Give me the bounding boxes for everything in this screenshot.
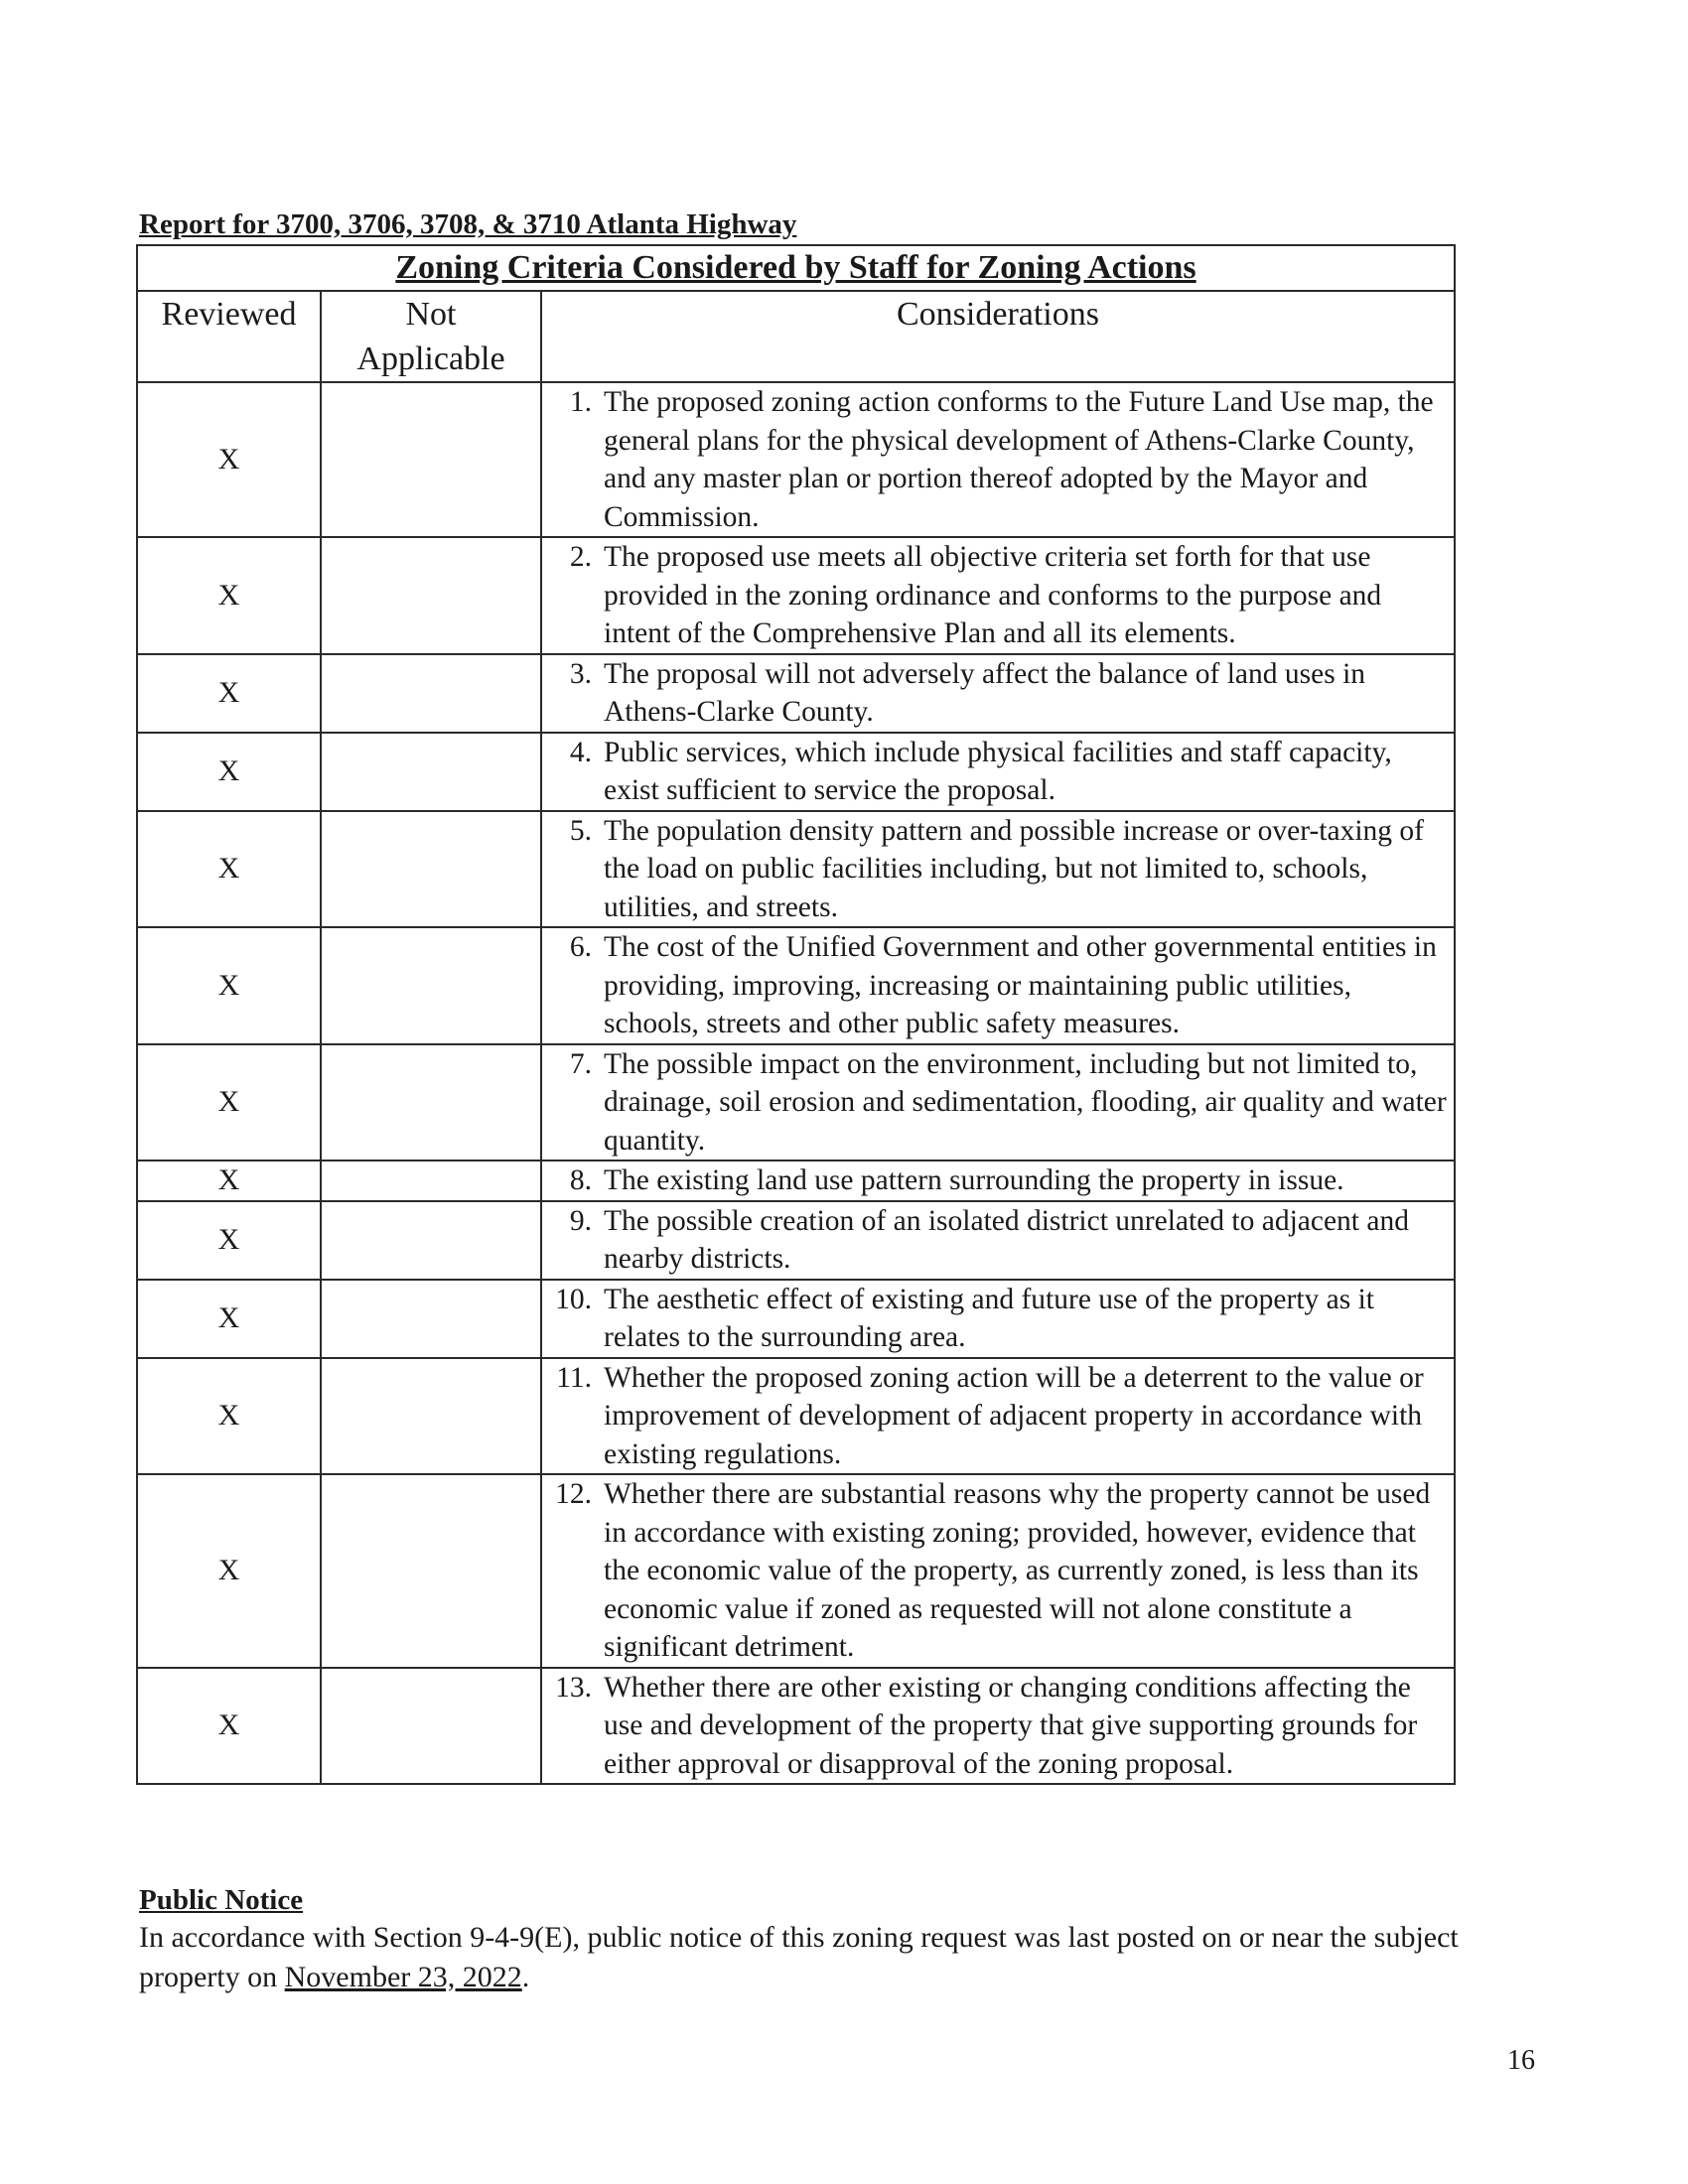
consideration-cell [541, 1358, 1455, 1475]
consideration-number: 8. [569, 1164, 592, 1196]
public-notice-text: In accordance with Section 9-4-9(E), public notice of this zoning request was last posted on or near the subject property on [139, 1921, 1459, 1993]
consideration-text: Whether there are substantial reasons why the property cannot be used in accordance with existing zoning; provided, however, evidence that the economic value of the property, as currently zoned, is less than its economic value if zoned as requested will not alone constitute a significant detriment. [604, 1478, 1431, 1663]
consideration-text: The proposed zoning action conforms to the Future Land Use map, the general plans for the physical development of Athens-Clarke County, and any master plan or portion thereof adopted by the Mayor and Commission. [604, 386, 1434, 533]
not-applicable-cell [321, 1201, 541, 1280]
not-applicable-cell [321, 811, 541, 928]
consideration-text: The existing land use pattern surrounding the property in issue. [604, 1164, 1344, 1196]
consideration-text: The possible creation of an isolated district unrelated to adjacent and nearby districts. [604, 1204, 1409, 1275]
table-row [137, 1358, 1455, 1475]
header-not-applicable: Not Applicable [321, 291, 541, 382]
consideration-cell [541, 537, 1455, 654]
reviewed-mark: X [137, 1668, 321, 1785]
not-applicable-cell [321, 1474, 541, 1668]
consideration-number: 7. [569, 1047, 592, 1080]
table-row [137, 654, 1455, 733]
table-row [137, 1280, 1455, 1358]
table-caption: Zoning Criteria Considered by Staff for Zoning Actions [137, 245, 1455, 291]
consideration-cell [541, 1668, 1455, 1785]
not-applicable-cell [321, 1358, 541, 1475]
table-row [137, 1160, 1455, 1201]
table-row [137, 1474, 1455, 1668]
public-notice-date: November 23, 2022 [284, 1961, 522, 1993]
public-notice-heading: Public Notice [139, 1884, 304, 1916]
not-applicable-cell [321, 537, 541, 654]
consideration-text: The cost of the Unified Government and other governmental entities in providing, improving, increasing or maintaining public utilities, schools, streets and other public safety measures. [604, 931, 1437, 1039]
table-row [137, 1668, 1455, 1785]
reviewed-mark: X [137, 537, 321, 654]
consideration-text: Public services, which include physical facilities and staff capacity, exist sufficient to service the proposal. [604, 736, 1392, 806]
public-notice-body [139, 1918, 1509, 1997]
table-row [137, 733, 1455, 811]
consideration-cell [541, 654, 1455, 733]
table-row [137, 1201, 1455, 1280]
criteria-rows [137, 382, 1455, 1784]
reviewed-mark: X [137, 811, 321, 928]
reviewed-mark: X [137, 1474, 321, 1668]
public-notice-period: . [521, 1961, 530, 1993]
reviewed-mark: X [137, 1201, 321, 1280]
consideration-text: Whether the proposed zoning action will be a deterrent to the value or improvement of development of adjacent property in accordance with existing regulations. [604, 1361, 1424, 1470]
consideration-number: 1. [569, 386, 592, 418]
reviewed-mark: X [137, 1044, 321, 1161]
table-row [137, 811, 1455, 928]
not-applicable-cell [321, 1044, 541, 1161]
header-reviewed: Reviewed [137, 291, 321, 382]
table-row [137, 537, 1455, 654]
not-applicable-cell [321, 1668, 541, 1785]
not-applicable-cell [321, 1280, 541, 1358]
page-number: 16 [1507, 2045, 1535, 2076]
reviewed-mark: X [137, 1280, 321, 1358]
header-row [137, 291, 1455, 382]
header-considerations: Considerations [541, 291, 1455, 382]
table-row [137, 1044, 1455, 1161]
consideration-cell [541, 382, 1455, 537]
consideration-cell [541, 811, 1455, 928]
consideration-cell [541, 1044, 1455, 1161]
reviewed-mark: X [137, 733, 321, 811]
consideration-number: 9. [569, 1204, 592, 1237]
not-applicable-cell [321, 654, 541, 733]
consideration-text: The possible impact on the environment, including but not limited to, drainage, soil erosion and sedimentation, flooding, air quality and water quantity. [604, 1047, 1447, 1157]
consideration-cell [541, 1201, 1455, 1280]
consideration-text: The proposed use meets all objective criteria set forth for that use provided in the zoning ordinance and conforms to the purpose and intent of the Comprehensive Plan and all its elements. [604, 541, 1382, 649]
not-applicable-cell [321, 1160, 541, 1201]
consideration-text: The population density pattern and possible increase or over-taxing of the load on public facilities including, but not limited to, schools, utilities, and streets. [604, 814, 1424, 923]
consideration-number: 2. [569, 541, 592, 573]
consideration-number: 3. [569, 657, 592, 690]
zoning-criteria-table [136, 244, 1456, 1785]
report-title: Report for 3700, 3706, 3708, & 3710 Atlanta Highway [139, 208, 797, 240]
consideration-cell [541, 1474, 1455, 1668]
consideration-number: 12. [555, 1478, 592, 1510]
consideration-cell [541, 927, 1455, 1044]
consideration-text: The proposal will not adversely affect the balance of land uses in Athens-Clarke County. [604, 657, 1366, 728]
consideration-text: The aesthetic effect of existing and future use of the property as it relates to the surrounding area. [604, 1283, 1375, 1353]
reviewed-mark: X [137, 1358, 321, 1475]
consideration-number: 5. [569, 814, 592, 847]
consideration-number: 6. [569, 931, 592, 963]
consideration-cell [541, 1160, 1455, 1201]
table-row [137, 382, 1455, 537]
reviewed-mark: X [137, 927, 321, 1044]
reviewed-mark: X [137, 654, 321, 733]
reviewed-mark: X [137, 1160, 321, 1201]
not-applicable-cell [321, 927, 541, 1044]
table-row [137, 927, 1455, 1044]
consideration-text: Whether there are other existing or changing conditions affecting the use and development of the property that give supporting grounds for either approval or disapproval of the zoning proposal. [604, 1671, 1418, 1780]
consideration-cell [541, 1280, 1455, 1358]
not-applicable-cell [321, 382, 541, 537]
consideration-cell [541, 733, 1455, 811]
consideration-number: 10. [555, 1283, 592, 1315]
consideration-number: 13. [555, 1671, 592, 1704]
consideration-number: 11. [556, 1361, 592, 1394]
consideration-number: 4. [569, 736, 592, 768]
not-applicable-cell [321, 733, 541, 811]
reviewed-mark: X [137, 382, 321, 537]
